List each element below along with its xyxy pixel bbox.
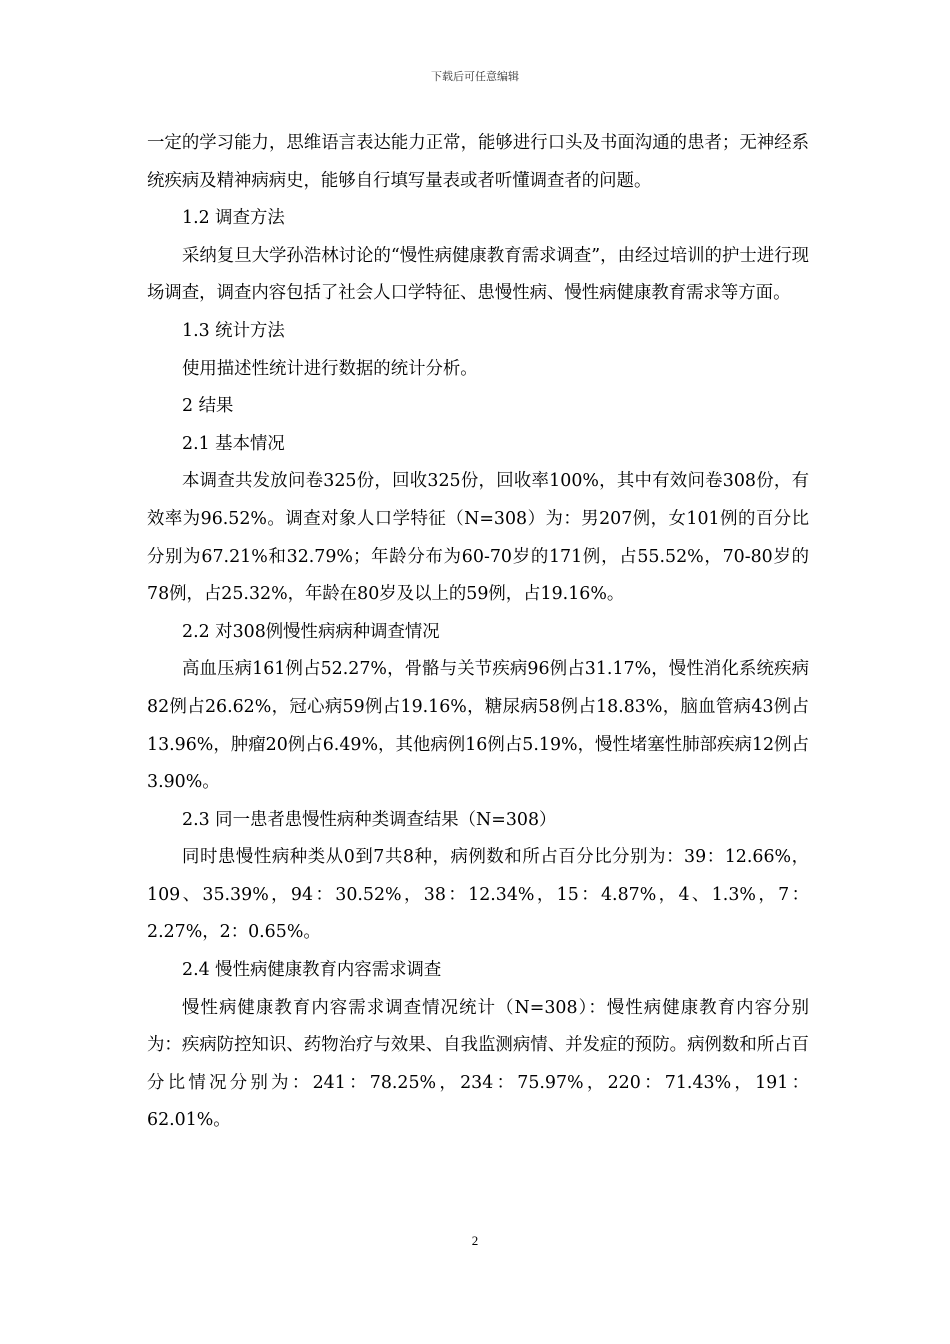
paragraph-survey-method: 采纳复旦大学孙浩林讨论的“慢性病健康教育需求调查”，由经过培训的护士进行现场调查，调查内容包括了社会人口学特征、患慢性病、慢性病健康教育需求等方面。	[147, 245, 809, 304]
paragraph-statistical-method: 使用描述性统计进行数据的统计分析。	[182, 358, 478, 379]
paragraph-basic-info: 本调查共发放问卷325份，回收325份，回收率100%，其中有效问卷308份，有效率为96.52%。调查对象人口学特征（N=308）为：男207例，女101例的百分比分别为67.21%和32.79%；年龄分布为60-70岁的171例，占55.52%，70-80岁的78例，占25.32%，年龄在80岁及以上的59例，占19.16%。	[147, 471, 809, 605]
heading-2-4: 2.4 慢性病健康教育内容需求调查	[182, 960, 442, 981]
paragraph-disease-types: 高血压病161例占52.27%，骨骼与关节疾病96例占31.17%，慢性消化系统疾病82例占26.62%，冠心病59例占19.16%，糖尿病58例占18.83%，脑血管病43例占13.96%，肿瘤20例占6.49%，其他病例16例占5.19%，慢性堵塞性肺部疾病12例占3.90%。	[147, 659, 809, 793]
paragraph-education-needs: 慢性病健康教育内容需求调查情况统计（N=308）：慢性病健康教育内容分别为：疾病防控知识、药物治疗与效果、自我监测病情、并发症的预防。病例数和所占百分比情况分别为：241：78.25%，234：75.97%，220：71.43%，191：62.01%。	[147, 997, 809, 1131]
paragraph-inclusion-criteria: 一定的学习能力，思维语言表达能力正常，能够进行口头及书面沟通的患者；无神经系统疾病及精神病病史，能够自行填写量表或者听懂调查者的问题。	[147, 133, 809, 191]
heading-2: 2 结果	[182, 396, 234, 417]
paragraph-comorbidity: 同时患慢性病种类从0到7共8种，病例数和所占百分比分别为：39：12.66%，109、35.39%，94：30.52%，38：12.34%，15：4.87%，4、1.3%，7：2.27%，2：0.65%。	[147, 847, 809, 943]
heading-2-1: 2.1 基本情况	[182, 433, 285, 454]
body-text	[147, 125, 809, 1140]
page-number: 2	[471, 1233, 479, 1248]
heading-2-2: 2.2 对308例慢性病病种调查情况	[182, 621, 440, 642]
heading-1-2: 1.2 调查方法	[182, 208, 285, 229]
heading-2-3: 2.3 同一患者患慢性病种类调查结果（N=308）	[182, 809, 557, 830]
heading-1-3: 1.3 统计方法	[182, 320, 285, 341]
page-header: 下载后可任意编辑	[431, 70, 519, 83]
